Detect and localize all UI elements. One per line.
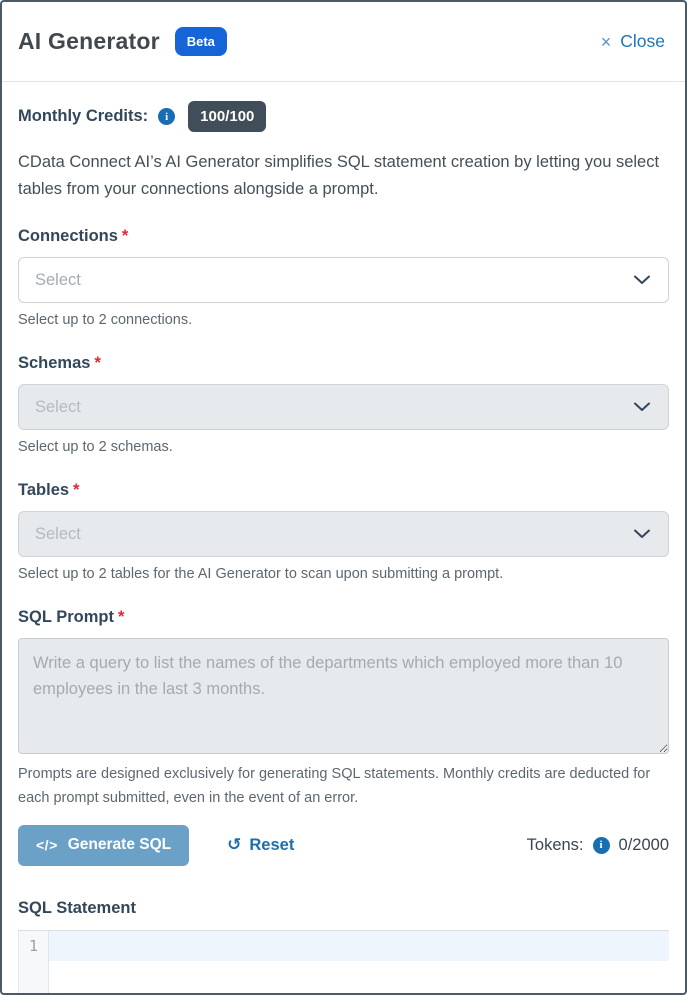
sql-statement-section [18, 899, 669, 995]
panel-header [2, 2, 685, 82]
connections-helper-text: Select up to 2 connections. [18, 312, 193, 329]
connections-group [18, 227, 669, 328]
required-asterisk: * [117, 608, 125, 627]
beta-badge: Beta [175, 27, 227, 56]
required-asterisk: * [73, 481, 80, 500]
generate-sql-button[interactable] [18, 825, 189, 866]
required-asterisk: * [121, 227, 129, 246]
tables-select-placeholder: Select [35, 524, 81, 543]
chevron-down-icon [634, 529, 650, 539]
editor-content[interactable] [49, 931, 669, 995]
editor-active-line[interactable] [49, 931, 669, 961]
monthly-credits-label: Monthly Credits: [18, 107, 149, 125]
schemas-select[interactable] [18, 384, 669, 430]
tables-group [18, 481, 669, 582]
connections-select[interactable] [18, 257, 669, 303]
page-title: AI Generator [18, 28, 160, 54]
tables-helper-text: Select up to 2 tables for the AI Generator to scan upon submitting a prompt. [18, 566, 504, 583]
tokens-label: Tokens: [526, 835, 584, 854]
tables-select[interactable] [18, 511, 669, 557]
sql-prompt-label: SQL Prompt * [18, 608, 125, 627]
schemas-label: Schemas * [18, 354, 101, 373]
connections-label: Connections * [18, 227, 129, 246]
sql-prompt-helper-text: Prompts are designed exclusively for generating SQL statements. Monthly credits are deducted for each prompt submitted, even in the event of an error. [18, 766, 651, 806]
actions-row [18, 825, 669, 866]
tokens-value: 0/2000 [618, 835, 669, 854]
required-asterisk: * [94, 354, 101, 373]
intro-description: CData Connect AI’s AI Generator simplifies SQL statement creation by letting you select tables from your connections alongside a prompt. [18, 153, 660, 198]
credits-info-icon[interactable]: i [158, 108, 175, 125]
close-icon: × [600, 31, 612, 52]
sql-prompt-group [18, 608, 669, 809]
sql-statement-editor[interactable] [18, 930, 669, 995]
chevron-down-icon [634, 275, 650, 285]
tables-label: Tables * [18, 481, 80, 500]
schemas-select-placeholder: Select [35, 397, 81, 416]
monthly-credits-row [18, 101, 669, 132]
tokens-info-icon[interactable]: i [593, 837, 610, 854]
editor-gutter [19, 931, 49, 995]
sql-prompt-textarea[interactable] [18, 638, 669, 754]
reset-button[interactable] [227, 836, 294, 855]
close-button[interactable] [601, 31, 665, 52]
sql-statement-label: SQL Statement [18, 898, 136, 917]
connections-select-placeholder: Select [35, 270, 81, 289]
code-icon: </> [36, 837, 58, 854]
credits-value-badge: 100/100 [188, 101, 266, 132]
schemas-group [18, 354, 669, 455]
schemas-helper-text: Select up to 2 schemas. [18, 439, 173, 456]
panel-body [2, 82, 685, 995]
reset-label: Reset [249, 835, 295, 854]
reset-icon: ↺ [227, 834, 242, 855]
editor-line-number: 1 [28, 936, 39, 955]
close-label: Close [620, 31, 665, 51]
tokens-counter [527, 836, 669, 855]
chevron-down-icon [634, 402, 650, 412]
generate-sql-label: Generate SQL [67, 836, 172, 854]
